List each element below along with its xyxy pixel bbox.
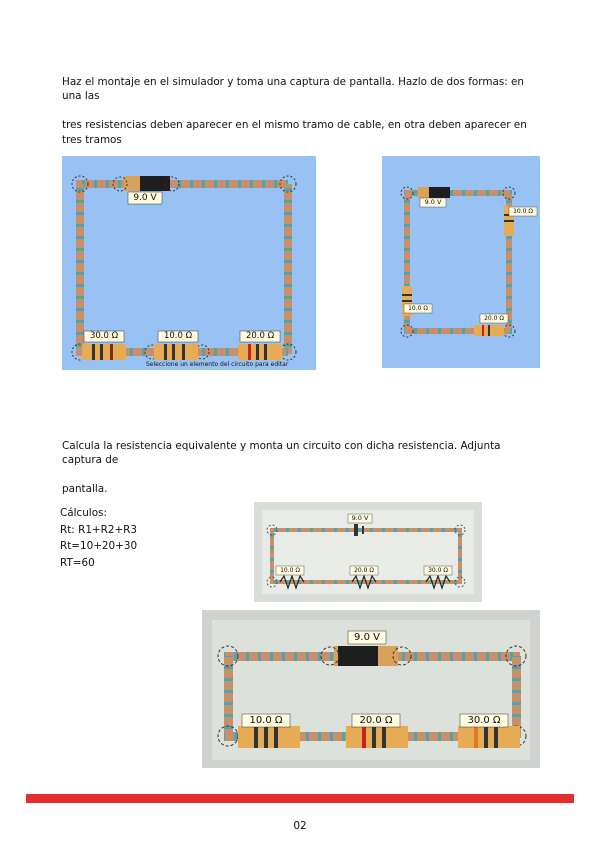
calculation-line: Rt: R1+R2+R3 (60, 523, 138, 536)
battery-icon[interactable] (418, 187, 450, 198)
battery-icon[interactable] (124, 176, 170, 191)
resistor-label: 10.0 Ω (280, 567, 300, 574)
footer-red-bar (26, 794, 574, 803)
status-text: Seleccione un elemento del circuito para editar (146, 361, 289, 368)
calculation-line: Rt=10+20+30 (60, 540, 138, 552)
instructions-1-line-2: tres resistencias deben aparecer en el mismo tramo de cable, en otra deben aparecer en tres tramos (62, 119, 527, 146)
battery-icon[interactable] (334, 646, 398, 666)
resistor-label: 30.0 Ω (467, 715, 501, 726)
battery-label: 9.0 V (354, 632, 380, 643)
battery-label: 9.0 V (424, 198, 442, 206)
calculation-line: RT=60 (60, 556, 95, 569)
circuit-photo-equivalent (202, 610, 540, 768)
resistor-label: 10.0 Ω (513, 208, 533, 215)
resistor-label: 20.0 Ω (359, 715, 393, 726)
resistor-icon[interactable] (238, 726, 300, 748)
instructions-1-line-1: Haz el montaje en el simulador y toma una captura de pantalla. Hazlo de dos formas: en una las (62, 75, 525, 102)
calculations-block (60, 505, 137, 571)
resistor-label: 20.0 Ω (245, 331, 275, 341)
instructions-2-line-2: pantalla. (62, 483, 108, 495)
resistor-label: 30.0 Ω (89, 331, 119, 341)
resistor-icon[interactable] (474, 325, 504, 336)
resistor-label: 10.0 Ω (249, 715, 283, 726)
resistor-icon[interactable] (82, 344, 126, 360)
resistor-label: 30.0 Ω (428, 567, 448, 574)
page-number: 02 (293, 820, 307, 832)
circuit-photo-schematic (254, 502, 482, 602)
resistor-label: 20.0 Ω (354, 567, 374, 574)
battery-label: 9.0 V (133, 193, 157, 203)
instructions-paragraph-2 (62, 424, 542, 511)
resistor-label: 20.0 Ω (484, 315, 504, 322)
calculations-heading: Cálculos: (60, 507, 107, 519)
circuit-screenshot-series-same-segment (62, 156, 316, 370)
resistor-icon[interactable] (154, 344, 198, 360)
resistor-icon[interactable] (238, 344, 282, 360)
instructions-2-line-1: Calcula la resistencia equivalente y monta un circuito con dicha resistencia. Adjunta captura de (62, 439, 501, 466)
resistor-label: 10.0 Ω (163, 331, 193, 341)
resistor-label: 10.0 Ω (408, 305, 428, 312)
circuit-screenshot-different-segments (382, 156, 540, 368)
battery-label: 9.0 V (351, 514, 369, 522)
resistor-icon[interactable] (346, 726, 408, 748)
resistor-icon[interactable] (458, 726, 520, 748)
